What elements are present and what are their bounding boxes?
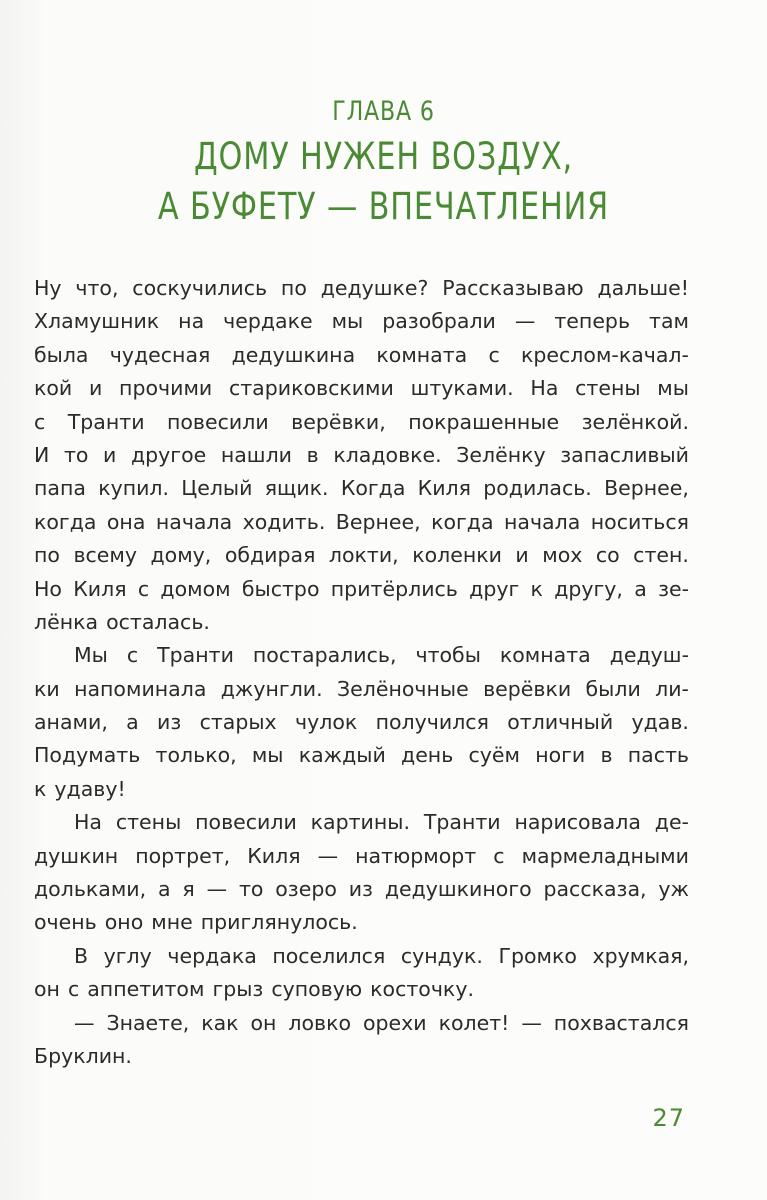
word: ловко [288,1010,352,1035]
word: запасливый [560,442,689,467]
word: ходить. [242,509,326,534]
word: притёрлись [330,576,458,601]
word: другое [130,442,207,467]
word: он [34,977,60,1002]
word: стены [575,376,641,401]
word: мы [657,376,689,401]
word: к [34,776,47,801]
word: ли- [655,676,689,701]
word: родилась. [483,476,592,501]
text-line [34,606,689,639]
word: И [34,442,50,467]
text-line [34,806,689,839]
text-line [34,339,689,372]
chapter-number: ГЛАВА 6 [332,96,435,127]
word: по [34,543,60,568]
word: стариковскими [228,376,394,401]
word: зе- [658,576,689,601]
word: картины. [310,810,410,835]
page-number: 27 [652,1104,685,1132]
word: анами, [34,710,108,735]
text-line [34,539,689,572]
word: постарались, [252,643,397,668]
word: я [182,877,195,902]
word: Транти [157,643,234,668]
word: осталась. [106,609,210,634]
word: с [67,977,80,1002]
word: Транти [67,409,145,434]
word: а [126,710,139,735]
text-line [34,1040,689,1073]
word: грыз [212,977,264,1002]
word: Киля [73,576,127,601]
word: де- [654,810,689,835]
word: удав. [631,710,689,735]
word: теперь [554,309,631,334]
text-line [34,873,689,906]
chapter-header [0,92,767,232]
word: она [106,509,146,534]
word: комната [499,643,591,668]
word: а [634,576,647,601]
word: нарисовала [514,810,641,835]
word: В [74,943,89,968]
word: Киля [417,476,471,501]
word: как [201,1010,239,1035]
word: из [157,710,182,735]
word: и [103,442,117,467]
word: — [514,309,536,334]
word: ноги [535,743,586,768]
word: Киля [247,843,301,868]
word: то [63,442,89,467]
word: со [595,543,620,568]
text-line [34,673,689,706]
word: мы [251,743,284,768]
text-line [34,706,689,739]
word: озеро [275,877,337,902]
word: с [34,409,46,434]
word: креслом-качал- [521,342,689,367]
word: в [600,743,613,768]
word: покрашенные [408,409,560,434]
word: дедуш- [609,643,689,668]
word: — [74,1010,95,1035]
word: кой [34,376,73,401]
word: с [126,643,139,668]
word: дольками, [34,877,147,902]
word: напоминала [74,676,207,701]
word: были [585,676,641,701]
word: быстро [241,576,320,601]
word: соскучились [132,276,268,300]
word: Подумать [34,743,141,768]
word: чердака [167,943,257,968]
word: похвастался [553,1010,689,1035]
word: когда [431,509,494,534]
word: купил. [98,476,170,501]
word: с [137,576,150,601]
word: локти, [328,543,399,568]
text-line [34,372,689,405]
word: Мы [74,643,108,668]
word: суповую [271,977,363,1002]
word: орехи [363,1010,427,1035]
word: комната [376,342,468,367]
word: отличный [507,710,614,735]
chapter-title-line-1: ДОМУ НУЖЕН ВОЗДУХ, [193,135,574,178]
word: чудесная [109,342,211,367]
word: очень [34,910,97,935]
text-line [34,973,689,1006]
text-line [34,739,689,772]
word: мармеладными [521,843,689,868]
word: с [488,342,500,367]
word: по [280,276,307,300]
word: Бруклин. [34,1043,132,1068]
word: друг [469,576,520,601]
word: Но [34,576,62,601]
word: На [74,810,102,835]
word: там [649,309,689,334]
text-line [34,472,689,505]
text-line [34,305,689,338]
word: папа [34,476,86,501]
text-line [34,573,689,606]
word: Ну [34,276,62,300]
word: штуками. [410,376,514,401]
word: домом [160,576,231,601]
word: суём [468,743,520,768]
word: стены [115,810,182,835]
word: рассказа, [543,877,647,902]
word: лёнка [34,609,99,634]
word: поселился [272,943,386,968]
word: Хламушник [34,309,160,334]
text-line [34,840,689,873]
word: на [178,309,205,334]
word: кладовке. [333,442,442,467]
word: чулок [295,710,358,735]
word: чтобы [415,643,481,668]
text-line [34,406,689,439]
word: получился [375,710,489,735]
word: дальше! [597,276,689,300]
word: носиться [590,509,689,534]
word: пасть [627,743,689,768]
word: — [317,843,339,868]
word: Громко [498,943,577,968]
word: Вернее, [335,509,421,534]
text-line [34,773,689,806]
body-text [34,272,689,1073]
word: дедушке? [320,276,429,300]
word: верёвки, [291,409,386,434]
word: дедушкина [231,342,356,367]
word: из [348,877,373,902]
word: удаву! [54,776,126,801]
word: и [515,543,529,568]
word: хрумкая, [592,943,689,968]
word: Знаете, [106,1010,190,1035]
word: прочими [119,376,213,401]
word: ящик. [264,476,329,501]
word: нашли [220,442,292,467]
word: мне [151,910,193,935]
word: колет! [438,1010,510,1035]
text-line [34,940,689,973]
word: На [530,376,559,401]
word: стен. [633,543,689,568]
word: Транти [423,810,501,835]
word: когда [34,509,97,534]
word: к [530,576,543,601]
word: день [401,743,454,768]
word: джунгли. [220,676,323,701]
word: уж [658,877,689,902]
word: повесили [195,810,297,835]
word: то [238,877,264,902]
word: обдирая [224,543,316,568]
word: — [521,1010,542,1035]
text-line [34,272,689,305]
word: приглянулось. [200,910,358,935]
word: повесили [166,409,269,434]
word: Зелёнку [456,442,546,467]
word: оно [104,910,144,935]
word: Когда [340,476,406,501]
word: и [88,376,103,401]
text-line [34,906,689,939]
word: косточку. [370,977,474,1002]
word: ки [34,676,60,701]
text-line [34,639,689,672]
word: только, [155,743,237,768]
word: натюрморт [355,843,477,868]
word: зелёнкой. [581,409,689,434]
word: дому, [150,543,212,568]
word: с [493,843,505,868]
word: сундук. [400,943,483,968]
word: Целый [181,476,253,501]
word: Зелёночные [336,676,469,701]
word: старых [199,710,277,735]
word: всему [73,543,137,568]
word: портрет, [135,843,231,868]
word: начала [155,509,233,534]
text-line [34,1007,689,1040]
word: мох [542,543,583,568]
word: душкин [34,843,119,868]
word: аппетитом [87,977,205,1002]
word: другу, [554,576,623,601]
word: начала [503,509,581,534]
word: а [158,877,171,902]
word: Рассказываю [442,276,584,300]
word: чердаке [223,309,313,334]
word: коленки [412,543,502,568]
word: он [250,1010,277,1035]
word: что, [75,276,119,300]
word: — [206,877,228,902]
word: дедушкиного [384,877,532,902]
word: была [34,342,89,367]
text-line [34,439,689,472]
word: каждый [298,743,386,768]
chapter-title-line-2: А БУФЕТУ — ВПЕЧАТЛЕНИЯ [157,185,610,228]
word: в [306,442,319,467]
word: Вернее, [604,476,689,501]
word: разобрали [382,309,496,334]
text-line [34,506,689,539]
word: верёвки [483,676,572,701]
word: углу [103,943,152,968]
word: мы [331,309,364,334]
